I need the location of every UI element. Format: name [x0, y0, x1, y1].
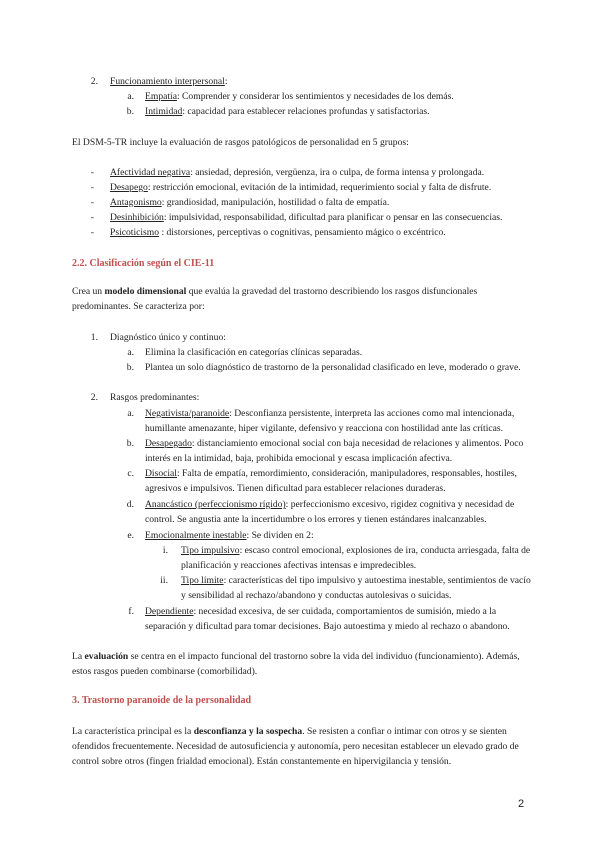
sub-item: Anancástico (perfeccionismo rígido): perfeccionismo excesivo, rigidez cognitiva y necesidad de — [145, 499, 515, 510]
list-item-title: Rasgos predominantes: — [110, 392, 200, 403]
bullet: - — [90, 227, 94, 238]
list-number: 2. — [90, 392, 98, 403]
sub-letter: b. — [126, 106, 134, 117]
sub-item: Disocial: Falta de empatía, remordimiento, consideración, manipuladores, responsables, hostiles, — [145, 468, 517, 479]
sub-letter: f. — [128, 606, 134, 617]
paragraph-line: estos rasgos pueden combinarse (comorbilidad). — [72, 666, 258, 677]
bullet: - — [90, 182, 94, 193]
sub-letter: c. — [127, 468, 134, 479]
paragraph: Crea un modelo dimensional que evalúa la gravedad del trastorno describiendo los rasgos disfuncionales — [72, 286, 478, 297]
paragraph-line: ofendidos frecuentemente. Necesidad de autosuficiencia y autonomía, pero necesitan establecer un elevado grado de — [72, 741, 519, 752]
sub-item-line: interés en la intimidad, baja, prohibida emocional y escasa implicación afectiva. — [145, 453, 453, 464]
sub-item-line: humillante amenazante, hiper vigilante, defensivo y reacciona con hostilidad ante las críticas. — [145, 423, 504, 434]
bullet-item: Desapego: restricción emocional, evitación de la intimidad, requerimiento social y falta de disfrute. — [110, 182, 492, 193]
bullet-item: Afectividad negativa: ansiedad, depresión, vergüenza, ira o culpa, de forma intensa y prolongada. — [110, 167, 485, 178]
sub-letter: d. — [126, 499, 134, 510]
list-number: 1. — [90, 332, 98, 343]
roman-numeral: ii. — [160, 575, 168, 586]
list-item-title: Diagnóstico único y continuo: — [110, 332, 226, 343]
page-number: 2 — [518, 798, 525, 810]
sub-item: Desapegado: distanciamiento emocional social con baja necesidad de relaciones y alimentos. Poco — [145, 438, 524, 449]
sub-sub-item: Tipo impulsivo: escaso control emocional, explosiones de ira, conducta arriesgada, falta de — [181, 545, 531, 556]
sub-item: Negativista/paranoide: Desconfianza persistente, interpreta las acciones como mal intencionada, — [145, 408, 515, 419]
sub-item-line: separación y dificultad para tomar decisiones. Bajo autoestima y miedo al rechazo o abandono. — [145, 621, 510, 632]
sub-item-line: control. Se angustia ante la incertidumbre o los errores y tienen estándares inalcanzables. — [145, 514, 487, 525]
section-heading: 3. Trastorno paranoide de la personalidad — [72, 695, 252, 706]
paragraph: La evaluación se centra en el impacto funcional del trastorno sobre la vida del individuo (funcionamiento). Además, — [72, 651, 520, 662]
sub-letter: e. — [127, 530, 134, 541]
sub-letter: a. — [127, 408, 134, 419]
sub-item: Dependiente: necesidad excesiva, de ser cuidada, comportamientos de sumisión, miedo a la — [145, 606, 497, 617]
bullet-item: Psicoticismo : distorsiones, perceptivas o cognitivas, pensamiento mágico o excéntrico. — [110, 227, 446, 238]
paragraph: El DSM-5-TR incluye la evaluación de rasgos patológicos de personalidad en 5 grupos: — [72, 137, 409, 148]
paragraph-line: predominantes. Se caracteriza por: — [72, 301, 205, 312]
list-number: 2. — [90, 76, 98, 87]
bullet: - — [90, 197, 94, 208]
bullet-item: Desinhibición: impulsividad, responsabilidad, dificultad para planificar o pensar en las consecuencias. — [110, 212, 503, 223]
sub-item: Empatía: Comprender y considerar los sentimientos y necesidades de los demás. — [145, 91, 454, 102]
term: Funcionamiento interpersonal — [110, 76, 225, 87]
sub-sub-item-line: y sensibilidad al rechazo/abandono y conductas autolesivas o suicidas. — [181, 590, 452, 601]
bullet: - — [90, 167, 94, 178]
sub-item: Intimidad: capacidad para establecer relaciones profundas y satisfactorias. — [145, 106, 430, 117]
sub-sub-item: Tipo límite: características del tipo impulsivo y autoestima inestable, sentimientos de vacío — [181, 575, 531, 586]
bullet-item: Antagonismo: grandiosidad, manipulación, hostilidad o falta de empatía. — [110, 197, 390, 208]
sub-letter: b. — [126, 438, 134, 449]
paragraph: La característica principal es la desconfianza y la sospecha. Se resisten a confiar o intimar con otros y se sienten — [72, 726, 507, 737]
sub-letter: a. — [127, 347, 134, 358]
section-heading: 2.2. Clasificación según el CIE-11 — [72, 258, 215, 269]
sub-letter: a. — [127, 91, 134, 102]
list-item-title: Funcionamiento interpersonal: — [110, 76, 228, 87]
sub-sub-item-line: planificación y reacciones afectivas intensas e impredecibles. — [181, 560, 417, 571]
sub-item-line: agresivos e impulsivos. Tienen dificultad para establecer relaciones duraderas. — [145, 483, 446, 494]
roman-numeral: i. — [162, 545, 168, 556]
sub-item: Emocionalmente inestable: Se dividen en 2: — [145, 530, 314, 541]
paragraph-line: control sobre otros (fingen frialdad emocional). Están constantemente en hipervigilancia y tensión. — [72, 756, 452, 767]
sub-item: Elimina la clasificación en categorías clínicas separadas. — [145, 347, 363, 358]
sub-letter: b. — [126, 362, 134, 373]
bullet: - — [90, 212, 94, 223]
sub-item: Plantea un solo diagnóstico de trastorno de la personalidad clasificado en leve, moderado o grave. — [145, 362, 521, 373]
